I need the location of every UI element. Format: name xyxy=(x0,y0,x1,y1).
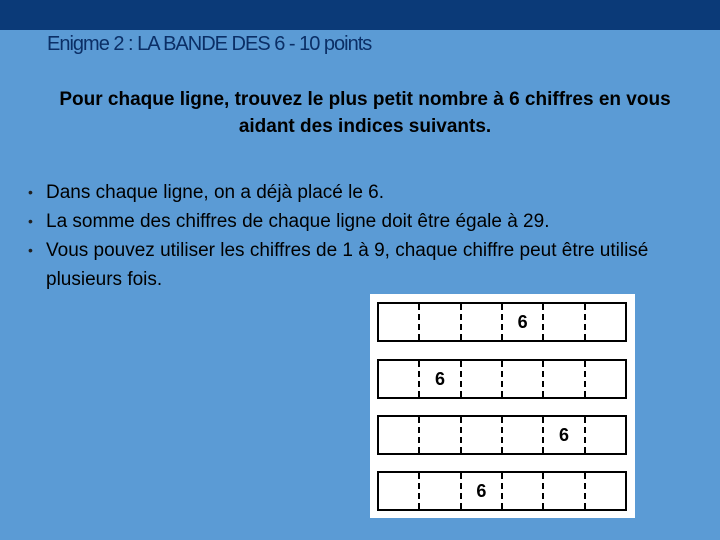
grid-cell xyxy=(586,304,625,340)
grid-cell xyxy=(503,361,544,397)
grid-cell xyxy=(462,361,503,397)
bullet-dot: • xyxy=(28,213,33,229)
number-grid xyxy=(370,294,635,518)
grid-cell xyxy=(544,304,585,340)
grid-cell: 6 xyxy=(420,361,461,397)
grid-cell xyxy=(420,417,461,453)
grid-cell xyxy=(379,417,420,453)
rule-text: Vous pouvez utiliser les chiffres de 1 à 9, chaque chiffre peut être utilisé plusieurs fois. xyxy=(46,240,649,290)
bullet-dot: • xyxy=(28,242,33,258)
grid-row xyxy=(377,415,627,455)
grid-cell xyxy=(462,304,503,340)
list-item xyxy=(28,207,708,236)
grid-cell xyxy=(503,473,544,509)
slide-title: Enigme 2 : LA BANDE DES 6 - 10 points xyxy=(47,33,372,55)
grid-cell xyxy=(544,361,585,397)
grid-cell xyxy=(586,473,625,509)
grid-cell xyxy=(503,417,544,453)
grid-row xyxy=(377,359,627,399)
rules-list xyxy=(28,178,708,294)
bullet-dot: • xyxy=(28,184,33,200)
grid-cell xyxy=(420,304,461,340)
grid-cell xyxy=(379,304,420,340)
grid-cell xyxy=(462,417,503,453)
grid-cell: 6 xyxy=(503,304,544,340)
intro-text: Pour chaque ligne, trouvez le plus petit nombre à 6 chiffres en vous aidant des indices suivants. xyxy=(59,89,671,137)
grid-cell xyxy=(379,361,420,397)
rule-text: La somme des chiffres de chaque ligne doit être égale à 29. xyxy=(46,211,550,232)
grid-cell: 6 xyxy=(544,417,585,453)
rule-text: Dans chaque ligne, on a déjà placé le 6. xyxy=(46,182,385,203)
grid-cell xyxy=(379,473,420,509)
top-bar xyxy=(0,0,720,30)
grid-row xyxy=(377,471,627,511)
list-item xyxy=(28,178,708,207)
grid-cell xyxy=(586,361,625,397)
grid-cell xyxy=(586,417,625,453)
list-item xyxy=(28,236,708,294)
grid-cell: 6 xyxy=(462,473,503,509)
grid-cell xyxy=(544,473,585,509)
grid-cell xyxy=(420,473,461,509)
grid-row xyxy=(377,302,627,342)
